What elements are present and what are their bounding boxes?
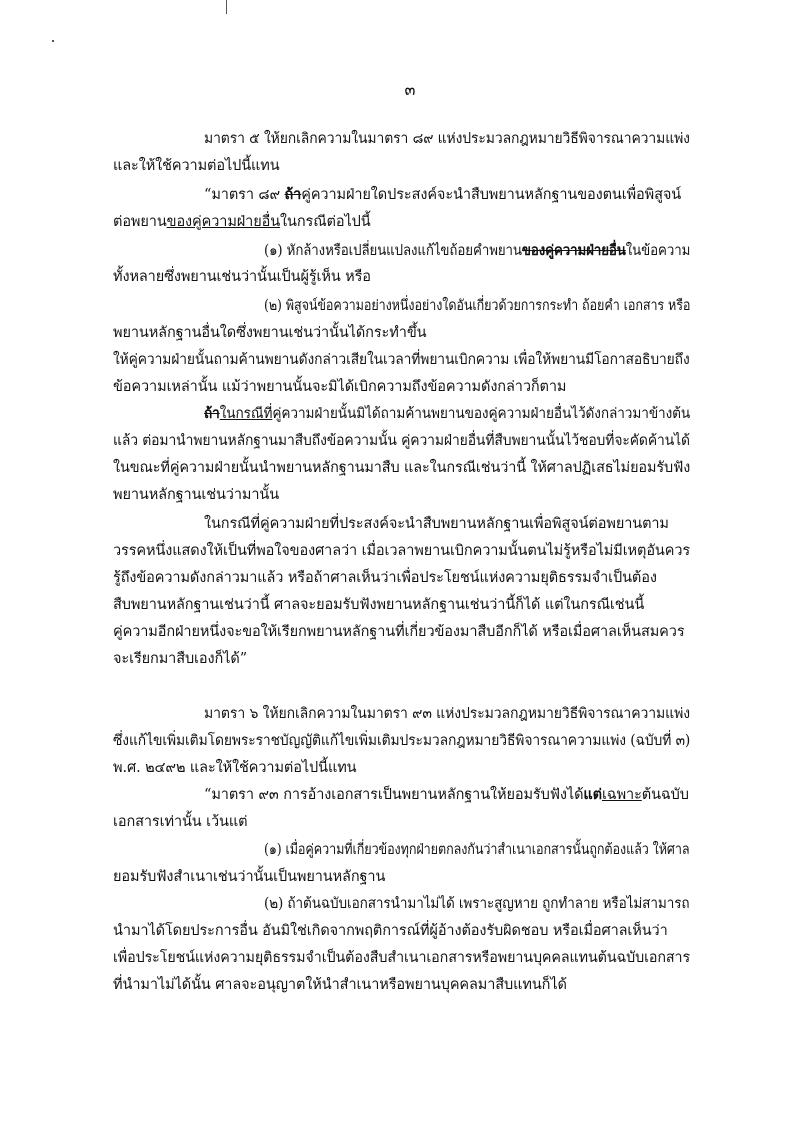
section6-text-line: ซึ่งแก้ไขเพิ่มเติมโดยพระราชบัญญัติแก้ไขเพิ่มเติมประมวลกฎหมายวิธีพิจารณาความแพ่ง (ฉบับที่ ๓) bbox=[113, 733, 691, 749]
paragraph-line: สืบพยานหลักฐานเช่นว่านี้ ศาลจะยอมรับฟังพยานหลักฐานเช่นว่านี้ก็ได้ แต่ในกรณีเช่นนี้ bbox=[113, 597, 645, 613]
deleted-word: ถ้า bbox=[204, 405, 220, 422]
item-1-line: ทั้งหลายซึ่งพยานเช่นว่านั้นเป็นผู้รู้เห็น หรือ bbox=[113, 269, 371, 285]
section89-quote-line: ต่อพยานของคู่ความฝ่ายอื่นในกรณีต่อไปนี้ bbox=[113, 214, 371, 230]
paragraph-line: คู่ความอีกฝ่ายหนึ่งจะขอให้เรียกพยานหลักฐานที่เกี่ยวข้องมาสืบอีกก็ได้ หรือเมื่อศาลเห็นสมควร bbox=[113, 624, 685, 640]
scan-mark-left bbox=[52, 40, 54, 42]
section89-quote-line bbox=[204, 184, 681, 206]
section5-text-line: และให้ใช้ความต่อไปนี้แทน bbox=[113, 158, 280, 174]
paragraph-line: ในขณะที่คู่ความฝ่ายนั้นนำพยานหลักฐานมาสืบ และในกรณีเช่นว่านี้ ให้ศาลปฏิเสธไม่ยอมรับฟัง bbox=[113, 460, 691, 476]
paragraph-line: ในกรณีที่คู่ความฝ่ายที่ประสงค์จะนำสืบพยานหลักฐานเพื่อพิสูจน์ต่อพยานตาม bbox=[204, 516, 669, 532]
item-2-line: ที่นำมาไม่ได้นั้น ศาลจะอนุญาตให้นำสำเนาหรือพยานบุคคลมาสืบแทนก็ได้ bbox=[113, 977, 567, 993]
section89-quote-rest: คู่ความฝ่ายใดประสงค์จะนำสืบพยานหลักฐานของตนเพื่อพิสูจน์ bbox=[301, 187, 682, 203]
inserted-text: ในกรณีที่ bbox=[219, 406, 273, 422]
paragraph-line: ให้คู่ความฝ่ายนั้นถามค้านพยานดังกล่าวเสียในเวลาที่พยานเบิกความ เพื่อให้พยานมีโอกาสอธิบายถึง bbox=[113, 352, 690, 368]
page-number: ๓ bbox=[404, 80, 416, 99]
section93-quote-line: “มาตรา ๙๓ การอ้างเอกสารเป็นพยานหลักฐานให้ยอมรับฟังได้แต่เฉพาะต้นฉบับ bbox=[204, 786, 689, 803]
paragraph-line: จะเรียกมาสืบเองก็ได้” bbox=[113, 651, 248, 667]
section89-quote-start: “มาตรา ๘๙ bbox=[204, 187, 285, 203]
paragraph-line: แล้ว ต่อมานำพยานหลักฐานมาสืบถึงข้อความนั้น คู่ความฝ่ายอื่นที่สืบพยานนั้นไว้ชอบที่จะคัดค้านได้ bbox=[113, 433, 690, 449]
section6-heading-line: มาตรา ๖ ให้ยกเลิกความในมาตรา ๙๓ แห่งประมวลกฎหมายวิธีพิจารณาความแพ่ง bbox=[204, 706, 690, 722]
paragraph-line: พยานหลักฐานเช่นว่ามานั้น bbox=[113, 487, 280, 503]
section6-text-line: พ.ศ. ๒๔๙๒ และให้ใช้ความต่อไปนี้แทน bbox=[113, 760, 357, 776]
section5-heading-line: มาตรา ๕ ให้ยกเลิกความในมาตรา ๘๙ แห่งประมวลกฎหมายวิธีพิจารณาความแพ่ง bbox=[204, 131, 690, 147]
deleted-text: ของคู่ความฝ่ายอื่น bbox=[521, 242, 626, 259]
item-2-line: (๒) พิสูจน์ข้อความอย่างหนึ่งอย่างใดอันเกี่ยวด้วยการกระทำ ถ้อยคำ เอกสาร หรือ bbox=[264, 298, 691, 314]
paragraph-line: วรรคหนึ่งแสดงให้เป็นที่พอใจของศาลว่า เมื่อเวลาพยานเบิกความนั้นตนไม่รู้หรือไม่มีเหตุอันควร bbox=[113, 543, 691, 559]
paragraph-line: ถ้าในกรณีที่คู่ความฝ่ายนั้นมิได้ถามค้านพยานของคู่ความฝ่ายอื่นไว้ดังกล่าวมาข้างต้น bbox=[204, 405, 691, 422]
inserted-text: ของคู่ความฝ่ายอื่น bbox=[166, 214, 281, 230]
item-2-line: พยานหลักฐานอื่นใดซึ่งพยานเช่นว่านั้นได้กระทำขึ้น bbox=[113, 325, 427, 341]
paragraph-line: ข้อความเหล่านั้น แม้ว่าพยานนั้นจะมิได้เบิกความถึงข้อความดังกล่าวก็ตาม bbox=[113, 379, 567, 395]
item-2-line: นำมาได้โดยประการอื่น อันมิใช่เกิดจากพฤติการณ์ที่ผู้อ้างต้องรับผิดชอบ หรือเมื่อศาลเห็นว่า bbox=[113, 923, 668, 939]
paragraph-line: รู้ถึงข้อความดังกล่าวมาแล้ว หรือถ้าศาลเห็นว่าเพื่อประโยชน์แห่งความยุติธรรมจำเป็นต้อง bbox=[113, 570, 657, 586]
scan-mark-top bbox=[226, 0, 227, 14]
inserted-word: แต่ bbox=[583, 786, 602, 803]
item-2-line: (๒) ถ้าต้นฉบับเอกสารนำมาไม่ได้ เพราะสูญหาย ถูกทำลาย หรือไม่สามารถ bbox=[264, 896, 690, 912]
item-1-line: (๑) หักล้างหรือเปลี่ยนแปลงแก้ไขถ้อยคำพยานของคู่ความฝ่ายอื่นในข้อความ bbox=[264, 242, 691, 259]
section93-quote-line: เอกสารเท่านั้น เว้นแต่ bbox=[113, 814, 248, 830]
item-1-line: ยอมรับฟังสำเนาเช่นว่านั้นเป็นพยานหลักฐาน bbox=[113, 869, 386, 885]
item-1-line: (๑) เมื่อคู่ความที่เกี่ยวข้องทุกฝ่ายตกลงกันว่าสำเนาเอกสารนั้นถูกต้องแล้ว ให้ศาล bbox=[264, 842, 690, 858]
deleted-word: ถ้า bbox=[284, 186, 302, 203]
inserted-text: เฉพาะ bbox=[601, 787, 642, 803]
item-2-line: เพื่อประโยชน์แห่งความยุติธรรมจำเป็นต้องสืบสำเนาเอกสารหรือพยานบุคคลแทนต้นฉบับเอกสาร bbox=[113, 950, 691, 966]
